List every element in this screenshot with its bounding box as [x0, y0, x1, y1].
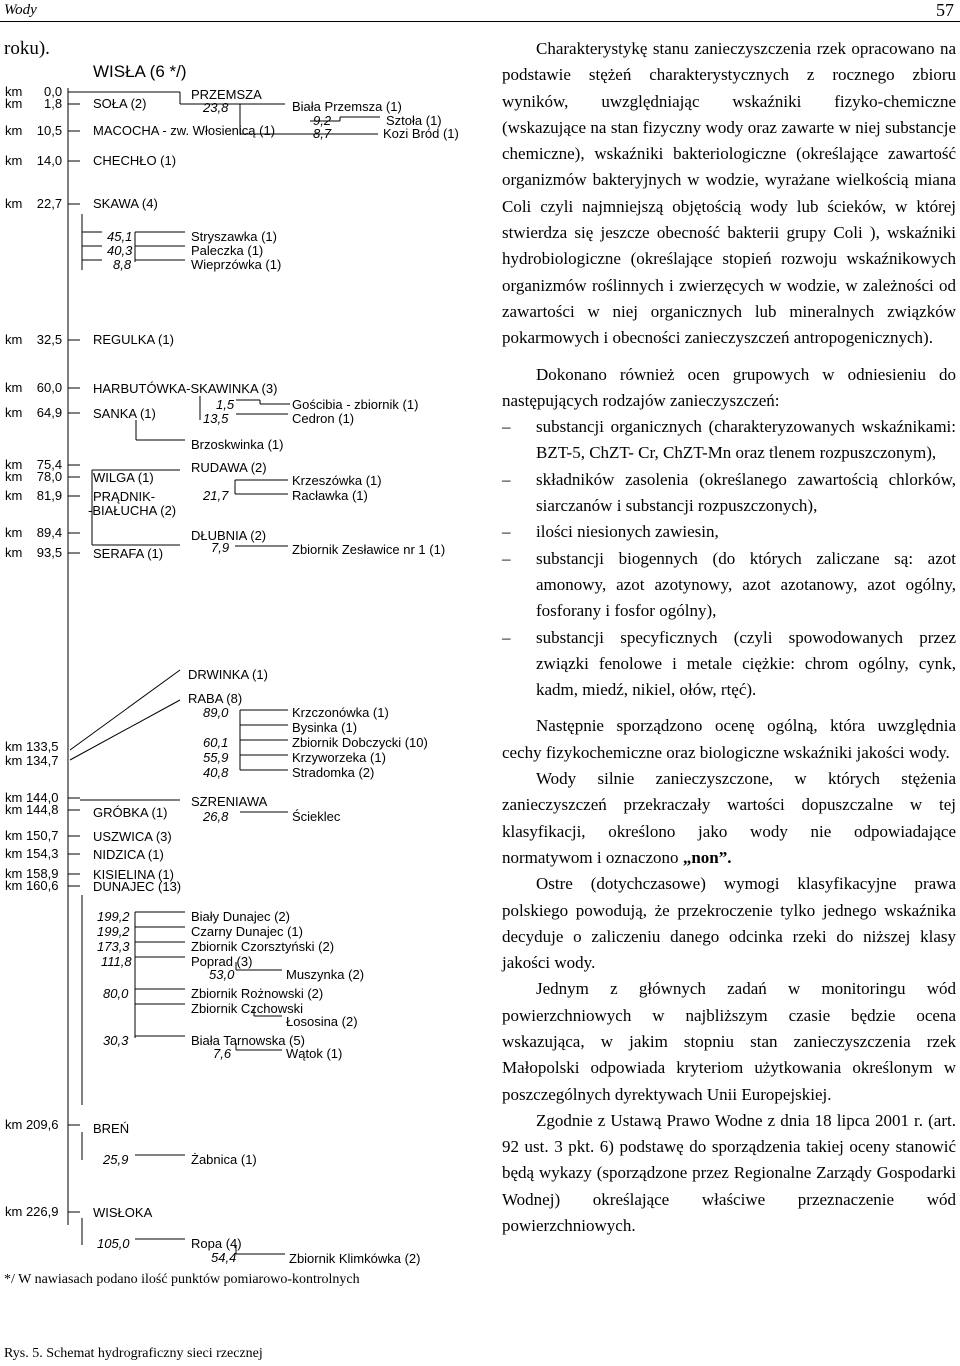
paragraph-7: Zgodnie z Ustawą Prawo Wodne z dnia 18 lipca 2001 r. (art. 92 ust. 3 pkt. 6) podstawę do sporządzenia takiej oceny stanowić będą wykazy (sporządzone przez Regionalne Zarządy Gospodarki Wodnej) określające właściwe przeznaczenie wód powierzchniowych. — [502, 1110, 956, 1236]
branch-km-number: 60,1 — [203, 735, 229, 750]
branch-km-number: 111,8 — [101, 954, 132, 969]
km-ticks — [68, 92, 80, 1212]
tributary-label: WILGA (1) — [93, 470, 154, 485]
sub-tributary-label: Zbiornik Czchowski — [191, 1001, 303, 1016]
branch-km-number: 30,3 — [103, 1033, 129, 1048]
km-label: km 158,9 — [5, 866, 59, 881]
page-number: 57 — [936, 0, 954, 20]
sub-tributary-label: Biały Dunajec (2) — [191, 909, 290, 924]
sub-tributary-label: RUDAWA (2) — [191, 460, 267, 475]
list-dash: – — [502, 417, 511, 437]
tributary-label: DUNAJEC (13) — [93, 879, 182, 894]
sub-tributary-label: Bysinka (1) — [292, 720, 358, 735]
km-label: km 160,6 — [5, 878, 59, 893]
sub-tributary-label: Stryszawka (1) — [191, 229, 277, 244]
branch-km-number: 26,8 — [203, 809, 229, 824]
branch-km-number: 8,8 — [113, 257, 132, 272]
list-item-text: ilości niesionych zawiesin, — [536, 522, 719, 542]
list-dash: – — [502, 627, 511, 647]
tributary-label: -BIAŁUCHA (2) — [88, 503, 177, 518]
km-label: km 0,0 — [5, 84, 63, 99]
list-dash: – — [502, 469, 511, 489]
sub-tributary-label: RABA (8) — [188, 691, 243, 706]
sub-tributary-label: Racławka (1) — [292, 488, 368, 503]
km-label: km 134,7 — [5, 753, 59, 768]
sub-tributary-label: Wieprzówka (1) — [191, 257, 282, 272]
branch-km-number: 7,6 — [213, 1046, 232, 1061]
sub-tributary-label: SZRENIAWA — [191, 794, 268, 809]
sub-tributary-label: Ścieklec — [292, 809, 341, 824]
sub-tributary-label: Sztoła (1) — [386, 113, 442, 128]
sub-tributary-label: Paleczka (1) — [191, 243, 264, 258]
tributary-label: GRÓBKA (1) — [93, 805, 168, 820]
branch-km-number: 40,8 — [203, 765, 229, 780]
branch-km-number: 53,0 — [209, 967, 235, 982]
km-label: km 1,8 — [5, 96, 63, 111]
branch-km-number: 9,2 — [313, 113, 332, 128]
sub-tributary-label: Żabnica (1) — [191, 1152, 257, 1167]
list-item — [502, 414, 956, 467]
list-item-text: składników zasolenia (określanego zawartością chlorków, siarczanów i substancji rozpuszczonych), — [536, 469, 956, 516]
pollutant-list — [502, 414, 956, 703]
sub-tributary-label: Biała Tarnowska (5) — [191, 1033, 305, 1048]
sub-tributary-label: Muszynka (2) — [286, 967, 365, 982]
branch-km-number: 1,5 — [216, 397, 235, 412]
branch-km-number: 7,9 — [211, 540, 230, 555]
paragraph-1: Charakterystykę stanu zanieczyszczenia rzek opracowano na podstawie stężeń charakterystycznych z rocznego zbioru wyników, uwzględniając wskaźniki fizyko-chemiczne (wskazujące na stan fizyczny wody oraz zawarte w niej substancje chemiczne), wskaźniki bakteriologiczne (określające zawartość organizmów bakteryjnych w wodzie, wyrażane wielkością miana Coli czyli najmniejszą objętością wody lub ścieków, w której stwierdza się jeszcze obecność bakterii grupy Coli ), wskaźniki hydrobiologiczne (określające stopień rozwoju wskaźnikowych organizmów roślinnych i zwierzęcych w wodzie, w zależności od zawartości w niej organicznych lub mineralnych związków pokarmowych i obecności zanieczyszczeń antropogenicznych). — [502, 39, 956, 348]
branch-km-number: 89,0 — [203, 705, 229, 720]
km-label: km 14,0 — [5, 153, 63, 168]
km-label: km 81,9 — [5, 488, 63, 503]
tributary-label: SOŁA (2) — [93, 96, 147, 111]
list-dash: – — [502, 522, 511, 542]
km-label: km 89,4 — [5, 525, 63, 540]
branch-km-number: 45,1 — [107, 229, 133, 244]
km-label: km 133,5 — [5, 739, 59, 754]
list-item — [502, 519, 956, 545]
km-label: km 64,9 — [5, 405, 63, 420]
sub-tributary-label: Krzeszówka (1) — [292, 473, 382, 488]
sub-tributary-label: Krzczonówka (1) — [292, 705, 389, 720]
list-item-text: substancji organicznych (charakteryzowanych wskaźnikami: BZT-5, ChZT- Cr, ChZT-Mn oraz tlenem rozpuszczonym), — [536, 417, 956, 463]
sub-tributary-label: Brzoskwinka (1) — [191, 437, 284, 452]
paragraph-6: Jednym z głównych zadań w monitoringu wód powierzchniowych w najbliższym czasie będzie ocena wskazująca, w jakim stopniu stan zanieczyszczenia rzek Małopolski odpowiada kryteriom użytkowania określonym w poszczególnych dyrektywach Unii Europejskiej. — [502, 979, 956, 1104]
km-label: km 150,7 — [5, 828, 59, 843]
tributary-label: BREŃ — [93, 1121, 130, 1136]
branch-km-number: 55,9 — [203, 750, 229, 765]
km-label: km 93,5 — [5, 545, 63, 560]
sub-tributary-label: Zbiornik Czorsztyński (2) — [191, 939, 335, 954]
list-item — [502, 625, 956, 704]
figure-caption: Rys. 5. Schemat hydrograficzny sieci rzecznej — [4, 1346, 263, 1361]
sub-tributary-label: DŁUBNIA (2) — [191, 528, 267, 543]
list-item — [502, 546, 956, 625]
km-label: km 78,0 — [5, 469, 63, 484]
tributary-label: MACOCHA - zw. Włosienicą (1) — [93, 123, 276, 138]
sub-tributary-labels — [188, 87, 459, 1266]
sub-tributary-label: Kozi Bród (1) — [383, 126, 459, 141]
sub-tributary-label: Zbiornik Dobczycki (10) — [292, 735, 428, 750]
km-label: km 32,5 — [5, 332, 63, 347]
km-label: km 209,6 — [5, 1117, 59, 1132]
branch-km-number: 199,2 — [97, 924, 130, 939]
sub-tributary-label: Biała Przemsza (1) — [292, 99, 402, 114]
tributary-label: USZWICA (3) — [93, 829, 172, 844]
branch-km-number: 25,9 — [103, 1152, 129, 1167]
main-river-title: WISŁA (6 */) — [93, 62, 187, 81]
sub-tributary-label: Stradomka (2) — [292, 765, 375, 780]
sub-tributary-label: DRWINKA (1) — [188, 667, 268, 682]
tributary-label: KISIELINA (1) — [93, 867, 174, 882]
km-label: km 144,8 — [5, 802, 59, 817]
diagram-footnote: */ W nawiasach podano ilość punktów pomiarowo-kontrolnych — [4, 1272, 360, 1287]
km-label: km 154,3 — [5, 846, 59, 861]
sub-tributary-label: PRZEMSZA — [191, 87, 262, 102]
tributary-label: NIDZICA (1) — [93, 847, 164, 862]
running-header-section: Wody — [4, 2, 37, 18]
branch-km-number: 199,2 — [97, 909, 130, 924]
tributary-label: PRĄDNIK- — [93, 489, 156, 504]
tributary-label: WISŁOKA — [93, 1205, 153, 1220]
km-label: km 60,0 — [5, 380, 63, 395]
sub-tributary-label: Zbiornik Klimkówka (2) — [289, 1251, 421, 1266]
non-term: „non”. — [682, 847, 732, 867]
branch-km-number: 173,3 — [97, 939, 130, 954]
sub-tributary-label: Czarny Dunajec (1) — [191, 924, 303, 939]
branch-km-number: 13,5 — [203, 411, 229, 426]
tributary-label: HARBUTÓWKA-SKAWINKA (3) — [93, 381, 278, 396]
paragraph-2: Dokonano również ocen grupowych w odniesieniu do następujących rodzajów zanieczyszczeń: — [502, 364, 956, 410]
branch-km-number: 21,7 — [203, 488, 229, 503]
tributary-label: SKAWA (4) — [93, 196, 158, 211]
tributary-label: CHECHŁO (1) — [93, 153, 177, 168]
branch-km-number: 8,7 — [313, 126, 332, 141]
list-item — [502, 467, 956, 520]
km-label: km 75,4 — [5, 457, 63, 472]
sub-tributary-label: Łososina (2) — [286, 1014, 358, 1029]
list-item-text: substancji specyficznych (czyli spowodowanych przez związki fenolowe i metale ciężkie: chrom ogólny, cynk, kadm, miedź, nikiel, ołów, rtęć). — [536, 627, 956, 700]
branch-km-number: 23,8 — [203, 100, 229, 115]
sub-tributary-label: Krzyworzeka (1) — [292, 750, 386, 765]
sub-tributary-label: Poprad (3) — [191, 954, 253, 969]
sub-tributary-label: Zbiornik Zesławice nr 1 (1) — [292, 542, 446, 557]
list-dash: – — [502, 548, 511, 568]
sub-tributary-label: Zbiornik Rożnowski (2) — [191, 986, 324, 1001]
paragraph-5: Ostre (dotychczasowe) wymogi klasyfikacyjne prawa polskiego powodują, że przekroczenie tylko jednego wskaźnika decyduje o zaliczeniu danego odcinka rzeki do niższej klasy jakości wody. — [502, 874, 956, 973]
branch-km-number: 40,3 — [107, 243, 133, 258]
branch-km-number: 105,0 — [97, 1236, 130, 1251]
sub-tributary-label: Gościbia - zbiornik (1) — [292, 397, 419, 412]
tributary-label: SANKA (1) — [93, 406, 156, 421]
sub-tributary-label: Ropa (4) — [191, 1236, 242, 1251]
sub-tributary-label: Cedron (1) — [292, 411, 355, 426]
branch-km-number: 80,0 — [103, 986, 129, 1001]
km-label: km 226,9 — [5, 1204, 59, 1219]
km-label: km 22,7 — [5, 196, 63, 211]
paragraph-3: Następnie sporządzono ocenę ogólną, która uwzględnia cechy fizykochemiczne oraz biologiczne wskaźniki jakości wody. — [502, 716, 956, 762]
km-label: km 144,0 — [5, 790, 59, 805]
tributary-label: REGULKA (1) — [93, 332, 174, 347]
intro-fragment: roku). — [4, 38, 50, 59]
sub-tributary-label: Wątok (1) — [286, 1046, 343, 1061]
branch-km-number: 54,4 — [211, 1250, 237, 1265]
paragraph-4 — [502, 766, 956, 871]
paragraph-4-text: Wody silnie zanieczyszczone, w których stężenia zanieczyszczeń przekraczały wartości dopuszczalne w tej klasyfikacji, określono jako wody nie odpowiadające normatywom i oznaczono — [502, 769, 956, 867]
body-text-column — [502, 36, 956, 1239]
list-item-text: substancji biogennych (do których zaliczane są: azot amonowy, azot azotynowy, azot azotanowy, azot ogólny, fosforany i fosfor ogólny), — [536, 548, 956, 621]
km-label: km 10,5 — [5, 123, 63, 138]
tributary-label: SERAFA (1) — [93, 546, 164, 561]
km-labels — [5, 84, 62, 1219]
